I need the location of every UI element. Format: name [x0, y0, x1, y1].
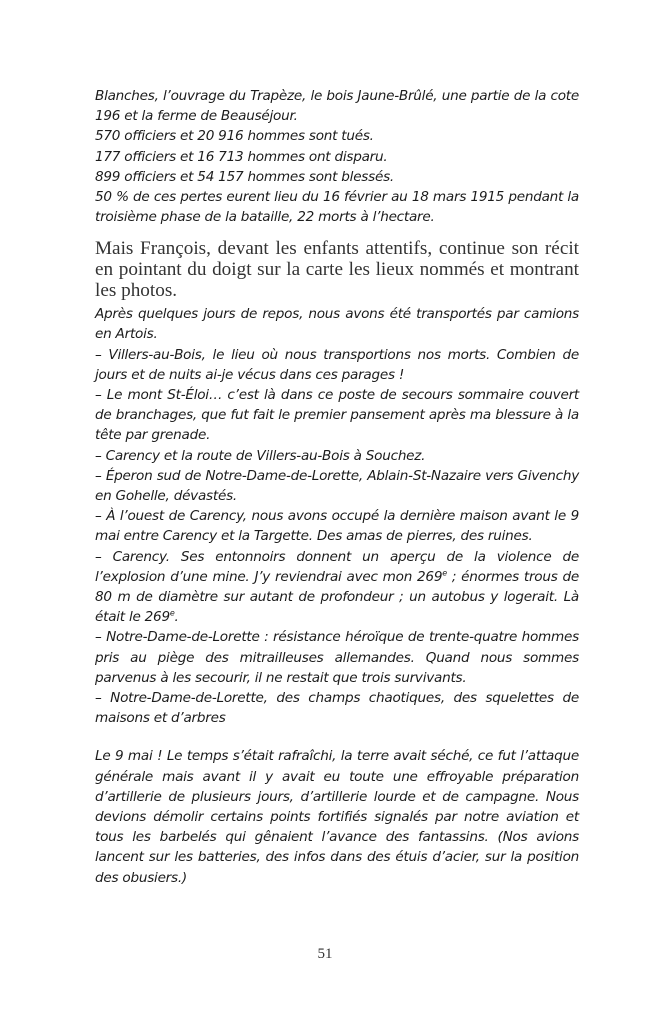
recit-paragraph-9-mai: Le 9 mai ! Le temps s’était rafraîchi, la terre avait séché, ce fut l’attaque générale mais avant il y avait eu toute une effroyable préparation d’artillerie de plusieurs jours, d’artillerie lourde et de campagne. Nous devions démolir certains points fortifiés signalés par notre aviation et tous les barbelés qui gênaient l’avance des fantassins. (Nos avions lancent sur les batteries, des infos dans des étuis d’acier, sur la position des obusiers.) [95, 748, 579, 886]
recit-paragraph: – Notre-Dame-de-Lorette : résistance héroïque de trente-quatre hommes pris au piège des mitrailleuses allemandes. Quand nous sommes parvenus à les secourir, il ne restait que trois survivants. [95, 629, 579, 686]
superscript: e [169, 608, 175, 618]
recit-paragraph: – Éperon sud de Notre-Dame-de-Lorette, Ablain-St-Nazaire vers Givenchy en Gohelle, dévastés. [95, 467, 579, 505]
stats-missing: 177 officiers et 16 713 hommes ont disparu. [95, 148, 388, 165]
stats-killed: 570 officiers et 20 916 hommes sont tués. [95, 128, 374, 145]
stats-losses: 50 % de ces pertes eurent lieu du 16 février au 18 mars 1915 pendant la troisième phase de la bataille, 22 morts à l’hectare. [95, 189, 579, 226]
superscript: e [442, 568, 447, 578]
recit-paragraph-carency [95, 547, 579, 628]
recit-paragraph: – Le mont St-Éloi… c’est là dans ce poste de secours sommaire couvert de branchages, que fut fait le premier pansement après ma blessure à la tête par grenade. [95, 387, 579, 444]
stats-intro: Blanches, l’ouvrage du Trapèze, le bois Jaune-Brûlé, une partie de la cote 196 et la ferme de Beauséjour. [95, 88, 579, 125]
page-body [95, 86, 579, 888]
narration-paragraph: Mais François, devant les enfants attentifs, continue son récit en pointant du doigt sur la carte les lieux nommés et montrant les photos. [95, 238, 579, 301]
recit-paragraph: – Notre-Dame-de-Lorette, des champs chaotiques, des squelettes de maisons et d’arbres [95, 690, 579, 727]
page-number: 51 [317, 946, 333, 962]
carency-text-a: – Carency. Ses entonnoirs donnent un aperçu de la violence de l’explosion d’une mine. J’y reviendrai avec mon 269 [95, 548, 579, 585]
recit-paragraph: – À l’ouest de Carency, nous avons occupé la dernière maison avant le 9 mai entre Carency et la Targette. Des amas de pierres, des ruines. [95, 508, 579, 545]
stats-wounded: 899 officiers et 54 157 hommes sont blessés. [95, 168, 394, 185]
recit-paragraph: – Villers-au-Bois, le lieu où nous transportions nos morts. Combien de jours et de nuits ai-je vécus dans ces parages ! [95, 346, 579, 383]
paragraph-gap [95, 728, 579, 746]
recit-paragraph: Après quelques jours de repos, nous avons été transportés par camions en Artois. [95, 306, 579, 343]
recit-paragraph: – Carency et la route de Villers-au-Bois à Souchez. [95, 447, 426, 464]
carency-text-b: ; énormes trous de 80 m de diamètre sur autant de profondeur ; un autobus y logerait. Là était le 269 [95, 568, 579, 626]
carency-text-c: . [174, 609, 179, 626]
